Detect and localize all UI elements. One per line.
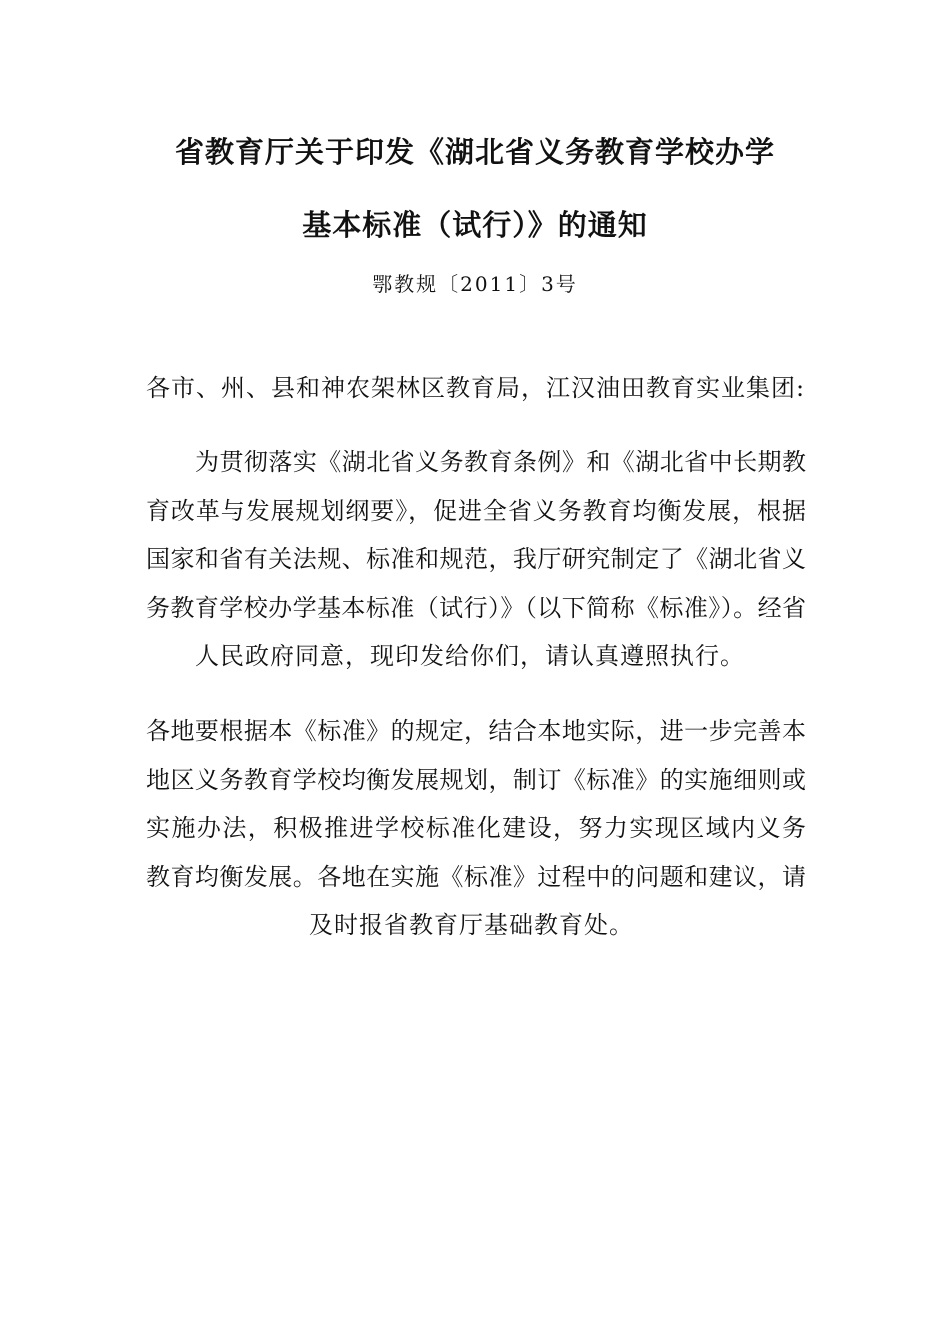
paragraph-2-line: 实施办法，积极推进学校标准化建设，努力实现区域内义务 <box>146 814 806 842</box>
paragraph-2-line: 教育均衡发展。各地在实施《标准》过程中的问题和建议，请 <box>146 862 806 891</box>
paragraph-2-line: 及时报省教育厅基础教育处。 <box>309 911 634 939</box>
salutation: 各市、州、县和神农架林区教育局，江汉油田教育实业集团: <box>146 374 806 402</box>
document-number: 鄂教规〔2011〕3号 <box>372 272 578 296</box>
paragraph-2 <box>146 707 806 950</box>
title-line-1: 省教育厅关于印发《湖北省义务教育学校办学 <box>174 135 775 169</box>
paragraph-2-line: 各地要根据本《标准》的规定，结合本地实际，进一步完善本 <box>146 717 806 745</box>
paragraph-1-line: 育改革与发展规划纲要》，促进全省义务教育均衡发展，根据 <box>146 496 806 525</box>
title-line-2: 基本标准（试行）》的通知 <box>302 208 648 242</box>
paragraph-1-line: 为贯彻落实《湖北省义务教育条例》和《湖北省中长期教 <box>195 448 806 476</box>
paragraph-1 <box>146 438 806 681</box>
paragraph-1-line: 务教育学校办学基本标准（试行）》（以下简称《标准》）。经省 <box>146 593 806 622</box>
paragraph-2-line: 地区义务教育学校均衡发展规划，制订《标准》的实施细则或 <box>146 765 806 794</box>
paragraph-1-line: 国家和省有关法规、标准和规范，我厅研究制定了《湖北省义 <box>146 545 806 573</box>
paragraph-1-line: 人民政府同意，现印发给你们，请认真遵照执行。 <box>195 642 745 670</box>
